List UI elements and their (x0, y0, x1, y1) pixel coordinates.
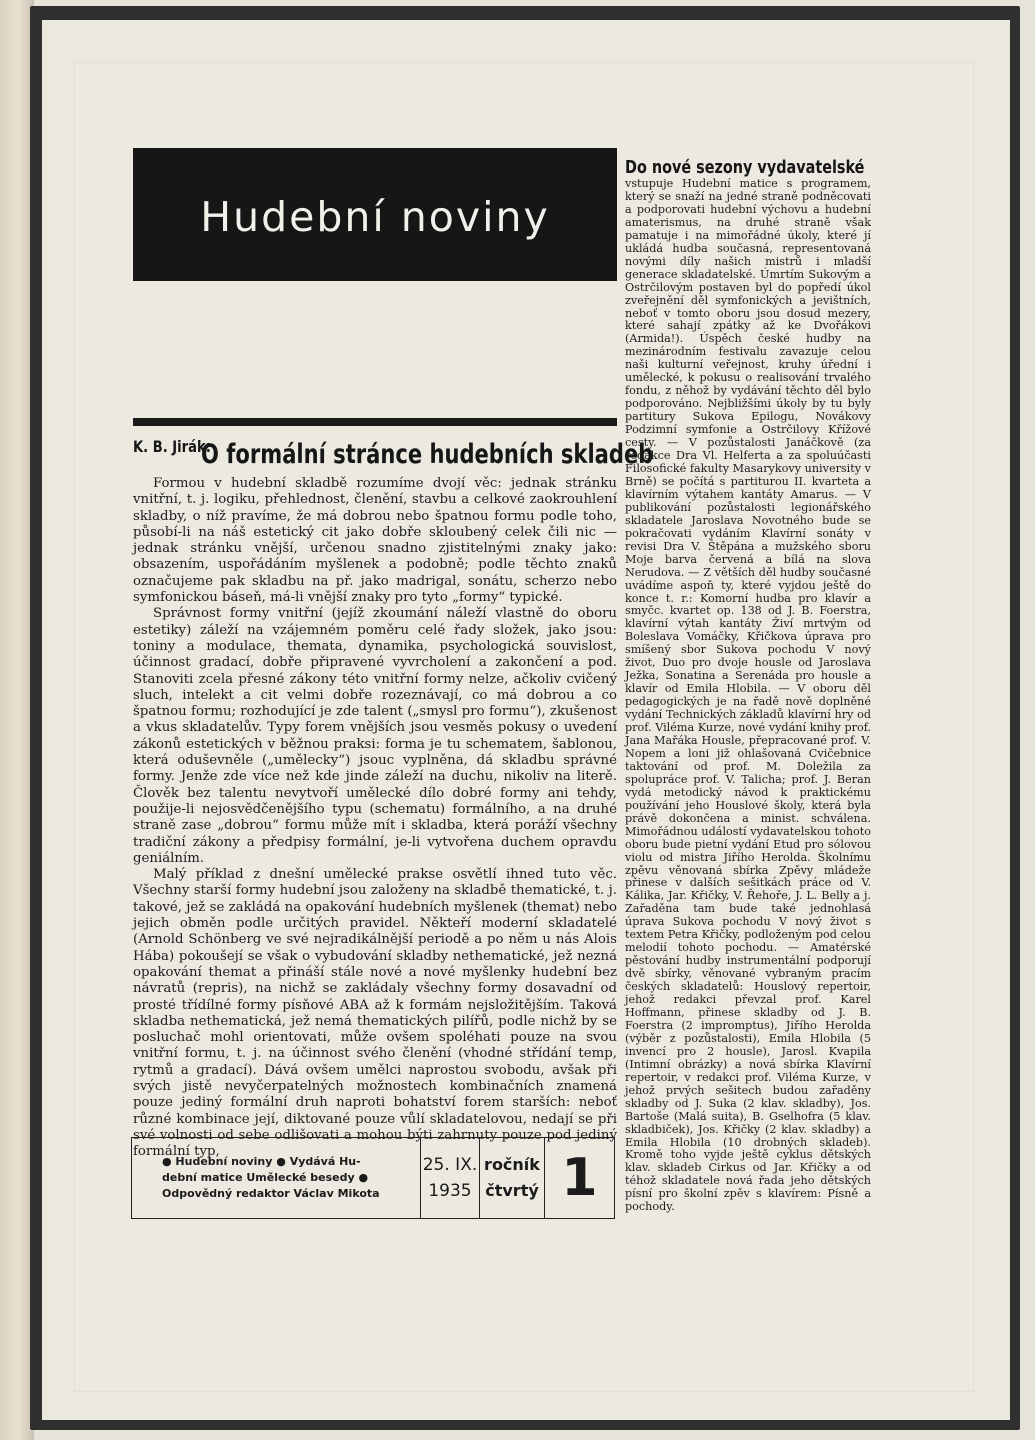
imprint-volume-value: čtvrtý (485, 1181, 539, 1200)
article-paragraph: Správnost formy vnitřní (jejíž zkoumání náleží vlastně do oboru estetiky) záleží na vzájemném poměru celé řady složek, jako jsou: toniny a modulace, themata, dynamika, psychologická souvislost, účinnost gradací, dobře připravené vyvrcholení a zakončení a pod. Stanoviti zcela přesné zákony této vnitřní formy nelze, ačkoliv cvičený sluch, intelekt a cit velmi dobře rozeznávají, co má dobrou a co špatnou formu; rozhodující je zde talent („smysl pro formu“), zkušenost a vkus skladatelův. Typy forem vnějších jsou vesměs pokusy o uvedení zákonů estetických v běžnou praksi: forma je tu schematem, šablonou, která oduševněle („umělecky“) jsouc vyplněna, dá skladbu správné formy. Jenže zde více než kde jinde záleží na duchu, nikoliv na literě. Člověk bez talentu nevytvoří umělecké dílo dobré formy ani tehdy, použije-li nejosvědčenějšího typu (schematu) formálního, a na druhé straně zase „dobrou“ formu může mít i skladba, která poráží všechny tradiční zákony a předpisy formální, je-li vytvořena duchem opravdu geniálním. (133, 606, 617, 866)
imprint-date-day: 25. IX. (422, 1155, 478, 1175)
issue-number: 1 (561, 1148, 598, 1208)
imprint-box (131, 1137, 615, 1219)
article-headline (133, 437, 654, 475)
imprint-date (421, 1138, 480, 1218)
imprint-date-year: 1935 (428, 1181, 472, 1201)
masthead-title: Hudební noviny (200, 192, 550, 241)
imprint-line: dební matice Umělecké besedy ● (162, 1171, 369, 1184)
imprint-publisher (132, 1138, 421, 1218)
imprint-issue-number (545, 1138, 614, 1218)
imprint-volume-label: ročník (484, 1155, 540, 1174)
imprint-volume (480, 1138, 545, 1218)
headline-rule (133, 418, 617, 426)
imprint-line: Odpovědný redaktor Václav Mikota (162, 1187, 380, 1200)
sidebar-body (625, 178, 871, 1218)
article-author: K. B. Jirák: (133, 437, 211, 456)
imprint-line: ● Hudební noviny ● Vydává Hu- (162, 1155, 361, 1168)
sidebar-paragraph: vstupuje Hudební matice s programem, který se snaží na jedné straně podněcovati a podporovati hudební výchovu a hudební amaterismus, na druhé straně však pamatuje i na mimořádné úkoly, které jí ukládá hudba současná, representovaná novými díly našich mistrů i mladší generace skladatelské. Úmrtím Sukovým a Ostrčilovým postaven byl do popředí úkol zveřejnění děl symfonických a jevištních, neboť v tomto oboru jsou dosud mezery, které sahají zpátky až ke Dvořákovi (Armida!). Úspěch české hudby na mezinárodním festivalu zavazuje celou naši kulturní veřejnost, kruhy úřední i umělecké, k pokusu o realisování trvalého fondu, z něhož by vydávání těchto děl bylo podporováno. Nejbližšími úkoly by tu byly partitury Sukova Epilogu, Novákovy Podzimní symfonie a Ostrčilovy Křížové cesty. — V pozůstalosti Janáčkově (za redakce Dra Vl. Helferta a za spoluúčasti Filosofické fakulty Masarykovy university v Brně) se počítá s partiturou II. kvarteta a klavírním výtahem kantáty Amarus. — V publikování pozůstalosti legionářského skladatele Jaroslava Novotného bude se pokračovati vydáním Klavírní sonáty v revisi Dra V. Štěpána a mužského sboru Moje barva červená a bílá na slova Nerudova. — Z větších děl hudby současné uvádíme aspoň ty, které vyjdou ještě do konce t. r.: Komorní hudba pro klavír a smyčc. kvartet op. 138 od J. B. Foerstra, klavírní výtah kantáty Živí mrtvým od Boleslava Vomáčky, Křičkova úprava pro smíšený sbor Sukova pochodu V nový život, Duo pro dvoje housle od Jaroslava Ježka, Sonatina a Serenáda pro housle a klavír od Emila Hlobila. — V oboru děl pedagogických je na řadě nově doplněné vydání Technických základů klavírní hry od prof. Viléma Kurze, nové vydání knihy prof. Jana Mařáka Housle, přepracované prof. V. Nopem a loni již ohlašovaná Cvičebnice taktování od prof. M. Doležila za spolupráce prof. V. Talicha; prof. J. Beran vydá metodický návod k praktickému používání jeho Houslové školy, která byla právě dokončena a minist. schválena. Mimořádnou událostí vydavatelskou tohoto oboru bude pietní vydání Etud pro sólovou violu od mistra Jiřího Herolda. Školnímu zpěvu věnovaná sbírka Zpěvy mládeže přinese v dalších sešitkách práce od V. Kálika, Jar. Křičky, V. Řehoře, J. L. Belly a j. Zařaděna tam bude také jednohlasá úprava Sukova pochodu V nový život s textem Petra Křičky, podloženým pod celou melodií tohoto pochodu. — Amatérské pěstování hudby instrumentální podporují dvě sbírky, věnované vybraným pracím českých skladatelů: Houslový repertoir, jehož redakci převzal prof. Karel Hoffmann, přinese skladby od J. B. Foerstra (2 impromptus), Jiřího Herolda (výběr z pozůstalosti), Emila Hlobila (5 invencí pro 2 housle), Jarosl. Kvapila (Intimní obrázky) a nová sbírka Klavírní repertoir, v redakci prof. Viléma Kurze, v jehož prvých sešitech budou zařaděny skladby od J. Suka (2 klav. skladby), Jos. Bartoše (Malá suita), B. Gselhofra (5 klav. skladbiček), Jos. Křičky (2 klav. skladby) a Emila Hlobila (10 drobných skladeb). Kromě toho vyjde ještě cyklus dětských klav. skladeb Cirkus od Jar. Křičky a od téhož skladatele nová řada jeho dětských písní pro školní zpěv s klavírem: Písně a pochody. (625, 177, 871, 1214)
sidebar-heading: Do nové sezony vydavatelské (625, 157, 865, 178)
article-paragraph: Malý příklad z dnešní umělecké prakse osvětlí ihned tuto věc. Všechny starší formy hudební jsou založeny na skladbě thematické, t. j. takové, jež se zakládá na opakování hudebních myšlenek (themat) nebo jejich obměn podle určitých pravidel. Někteří moderní skladatelé (Arnold Schönberg ve své nejradikálnější periodě a po něm u nás Alois Hába) pokoušejí se však o vybudování skladby nethematické, jež nezná opakování themat a přináší stále nové a nové myšlenky hudební bez návratů (repris), na nichž se zakládaly všechny formy dosavadní od prosté třídílné formy písňové ABA až k formám nejsložitějším. Taková skladba nethematická, jež nemá thematických pilířů, podle nichž by se posluchač mohl orientovati, může ovšem spoléhati pouze na svou vnitřní formu, t. j. na účinnost svého členění (vhodné střídání temp, rytmů a gradací). Dává ovšem umělci naprostou svobodu, avšak při svých jistě nevyčerpatelných možnostech kombinačních znamená pouze jediný formální druh naproti bohatství forem starších: neboť různé kombinace její, diktované pouze vůlí skladatelovou, nedají se při své volnosti od sebe odlišovati a mohou býti zahrnuty pouze pod jediný formální typ, (133, 867, 617, 1160)
article-paragraph: Formou v hudební skladbě rozumíme dvojí věc: jednak stránku vnitřní, t. j. logiku, přehlednost, členění, stavbu a celkové zaokrouhlení skladby, o níž pravíme, že má dobrou nebo špatnou formu podle toho, působí-li na náš estetický cit jako dobře skloubený celek čili nic —jednak stránku vnější, určenou snadno zjistitelnými znaky jako: obsazením, uspořádáním myšlenek a podobně; podle těchto znaků označujeme pak skladbu na př. jako madrigal, sonátu, scherzo nebo symfonickou báseň, má-li vnější znaky pro tyto „formy“ typické. (133, 476, 617, 606)
article-body (133, 476, 617, 1160)
article-title: O formální stránce hudebních skladeb (201, 439, 654, 470)
masthead (133, 148, 617, 281)
facing-page-edge (0, 0, 34, 1440)
